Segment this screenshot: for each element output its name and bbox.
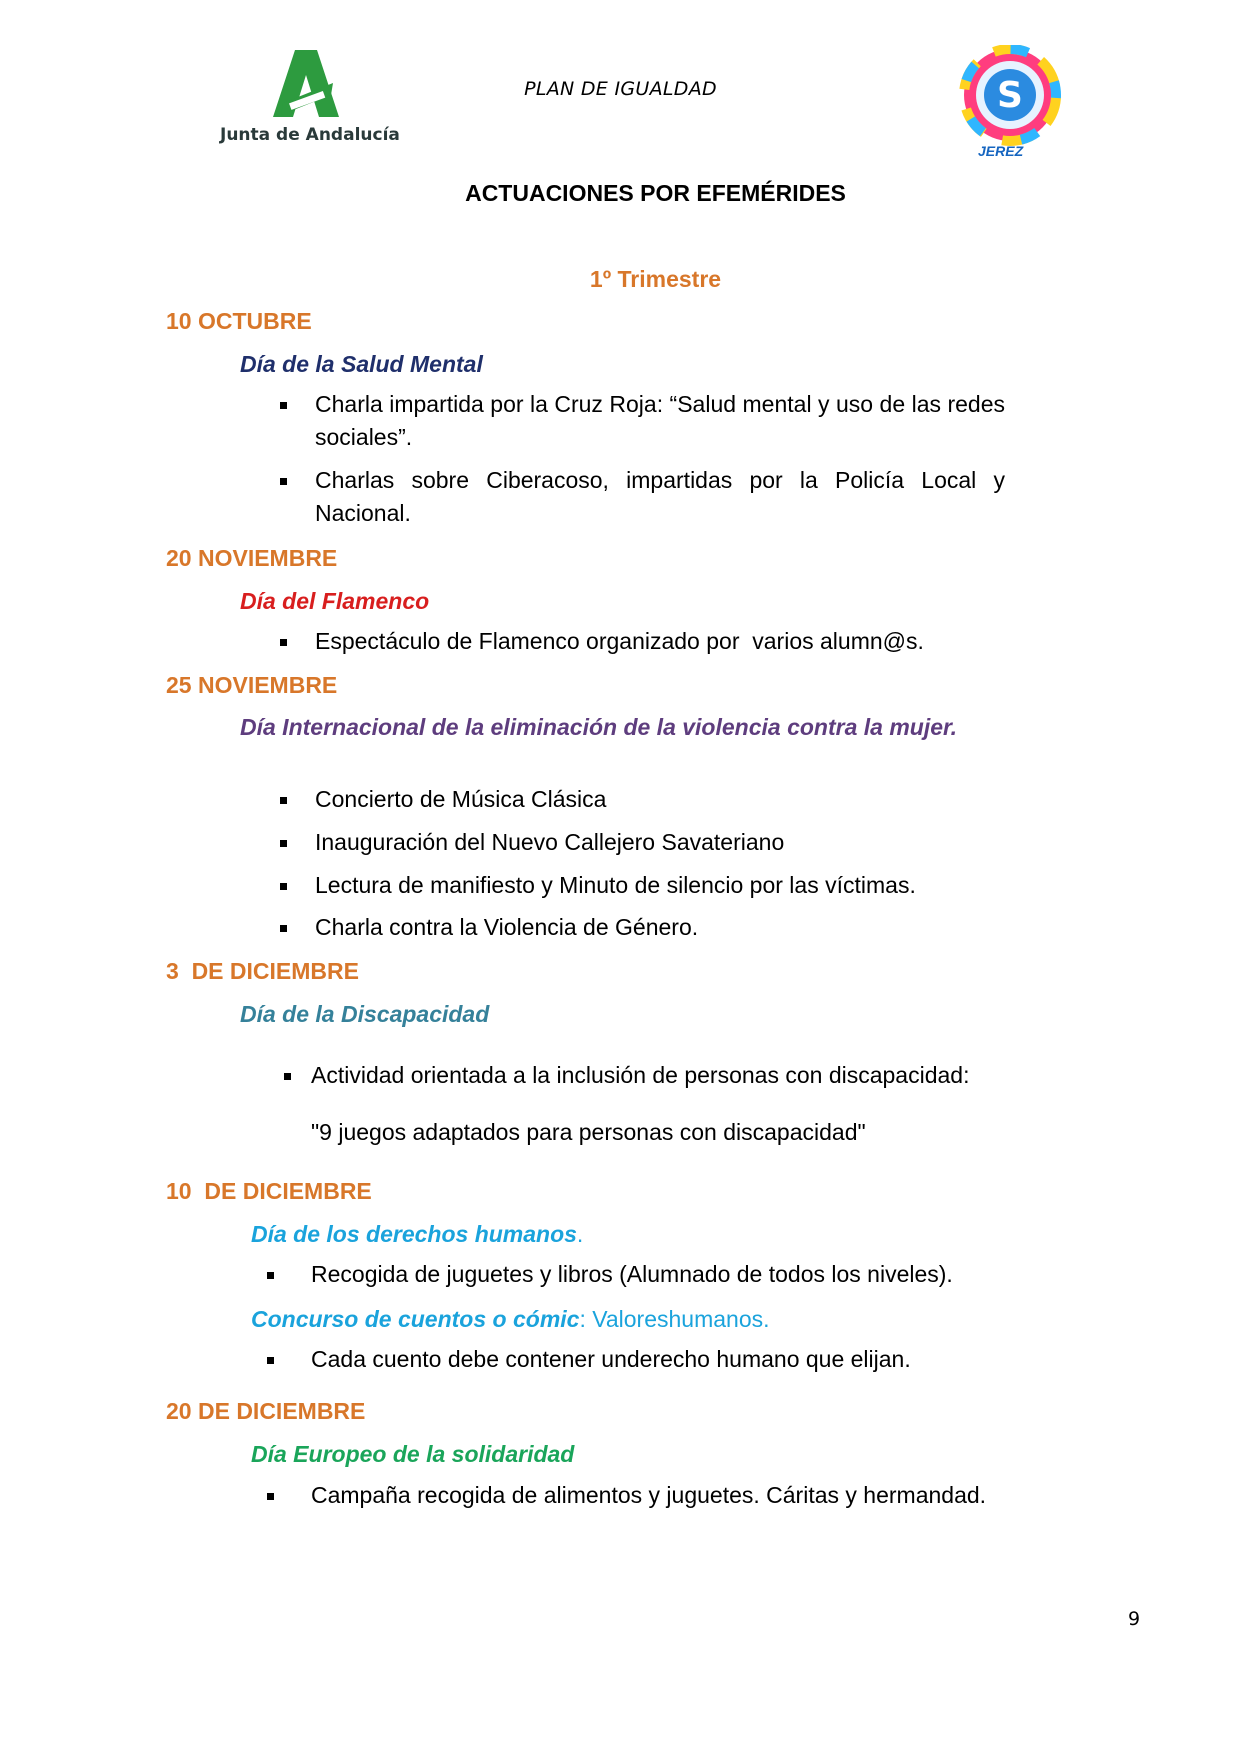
list-item: Cada cuento debe contener underecho humano que elijan. [311, 1346, 911, 1372]
day-title-suffix: . [576, 1221, 584, 1247]
day-title: Día de los derechos humanos [251, 1221, 577, 1247]
date-heading: 25 NOVIEMBRE [166, 672, 338, 698]
date-heading: 10 OCTUBRE [166, 308, 312, 334]
bullet-icon [267, 1357, 274, 1364]
list-item: Concierto de Música Clásica [315, 786, 607, 812]
junta-andalucia-logo-text: Junta de Andalucía [220, 125, 400, 145]
list-item: Campaña recogida de alimentos y juguetes. Cáritas y hermandad. [311, 1482, 987, 1508]
list-item: Charlas sobre Ciberacoso, impartidas por la Policía Local y Nacional. [315, 467, 1005, 526]
subtitle-suffix: : Valoreshumanos. [579, 1306, 770, 1332]
bullet-icon [280, 639, 287, 646]
quote-text: "9 juegos adaptados para personas con discapacidad" [311, 1119, 866, 1145]
bullet-icon [280, 925, 287, 932]
ies-fernando-savater-logo [955, 45, 1065, 155]
day-title: Día Europeo de la solidaridad [251, 1441, 575, 1467]
day-title-row [251, 1221, 583, 1248]
day-title: Día de la Discapacidad [240, 1001, 490, 1027]
bullet-icon [280, 478, 287, 485]
trimestre-heading: 1º Trimestre [589, 266, 722, 292]
list-item: Actividad orientada a la inclusión de personas con discapacidad: [311, 1062, 970, 1088]
bullet-icon [280, 883, 287, 890]
list-item: Charla impartida por la Cruz Roja: “Salud mental y uso de las redes sociales”. [315, 391, 1005, 450]
bullet-icon [284, 1073, 291, 1080]
list-item: Recogida de juguetes y libros (Alumnado de todos los niveles). [311, 1261, 953, 1287]
date-heading: 3 DE DICIEMBRE [166, 958, 359, 984]
list-item: Lectura de manifiesto y Minuto de silencio por las víctimas. [315, 872, 916, 898]
date-heading: 20 NOVIEMBRE [166, 545, 338, 571]
svg-text:S: S [997, 75, 1023, 116]
list-item: Inauguración del Nuevo Callejero Savateriano [315, 829, 785, 855]
day-title: Día Internacional de la eliminación de la violencia contra la mujer. [240, 714, 958, 740]
header-title: PLAN DE IGUALDAD [524, 78, 717, 100]
bullet-icon [267, 1493, 274, 1500]
list-item: Charla contra la Violencia de Género. [315, 914, 699, 940]
ies-logo-jerez-text: JEREZ [978, 143, 1024, 159]
page-number: 9 [1128, 1608, 1141, 1630]
subtitle-row [251, 1306, 770, 1333]
day-title: Día de la Salud Mental [240, 351, 483, 377]
date-heading: 20 DE DICIEMBRE [166, 1398, 366, 1424]
list-item: Espectáculo de Flamenco organizado por varios alumn@s. [315, 628, 924, 654]
bullet-icon [280, 797, 287, 804]
subtitle: Concurso de cuentos o cómic [251, 1306, 580, 1332]
bullet-icon [280, 840, 287, 847]
bullet-icon [280, 402, 287, 409]
bullet-icon [267, 1272, 274, 1279]
page-title: ACTUACIONES POR EFEMÉRIDES [465, 180, 846, 206]
date-heading: 10 DE DICIEMBRE [166, 1178, 372, 1204]
day-title: Día del Flamenco [240, 588, 430, 614]
